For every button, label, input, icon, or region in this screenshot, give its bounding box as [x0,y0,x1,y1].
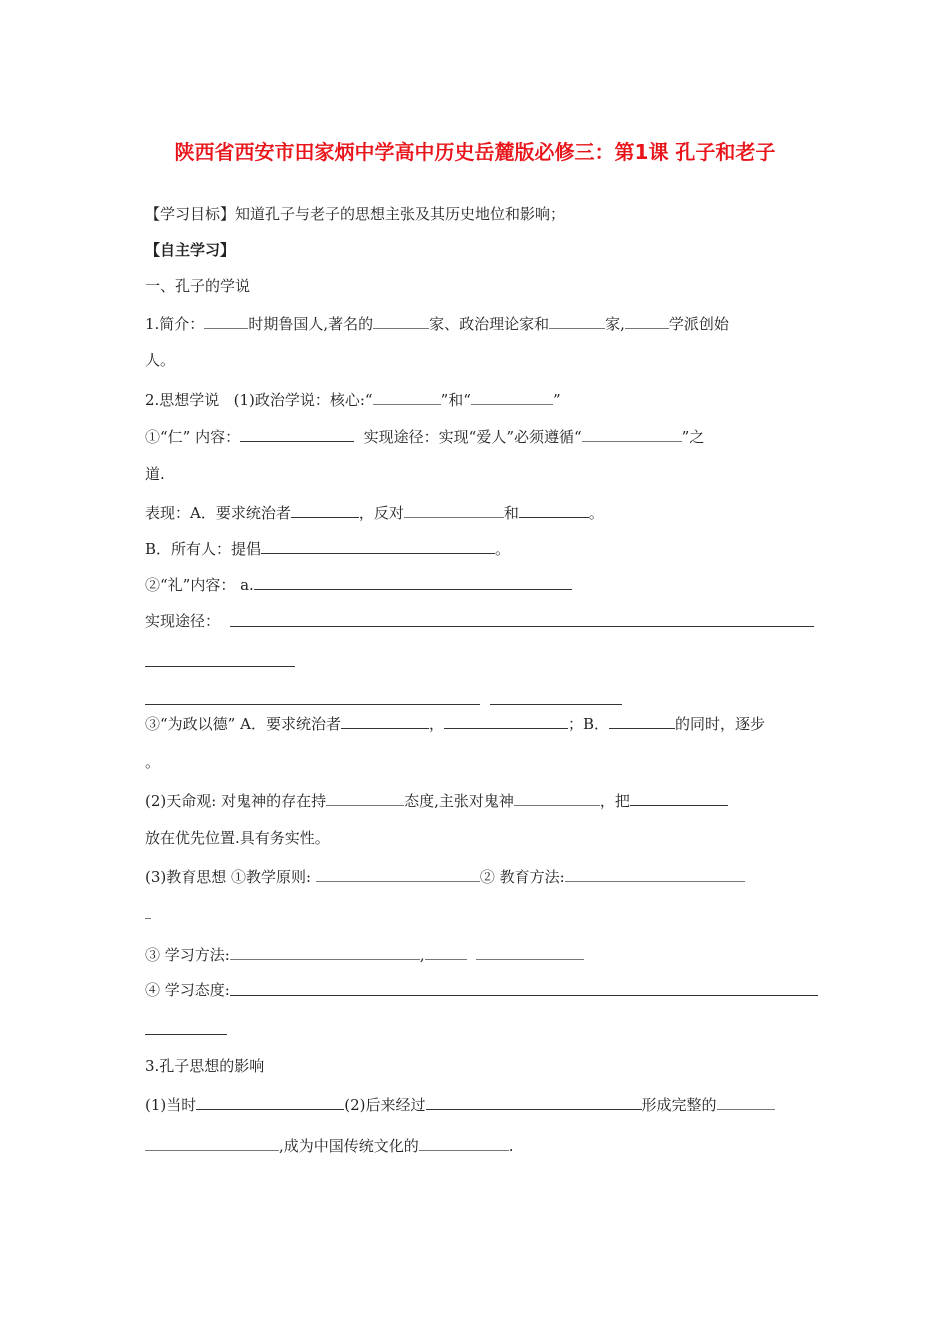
blank-li-path-2[interactable] [145,666,295,667]
intro-line [145,313,729,334]
blank-school[interactable] [625,313,669,329]
page-title: 陕西省西安市田家炳中学高中历史岳麓版必修三：第1课 孔子和老子 [174,140,776,164]
edu-p1: ② 教育方法: [479,868,565,886]
edu-label: (3)教育思想 ①教学原则: [145,868,312,886]
ren-label: ①“仁” 内容： [145,428,241,446]
blank-inf-4[interactable] [145,1135,279,1151]
intro-text-1: 时期鲁国人,著名的 [248,315,374,333]
intro-text-2: 家、政治理论家和 [429,315,550,333]
li-label: ②“礼”内容： a. [145,576,254,594]
weizheng-p3: 的同时，逐步 [675,715,766,733]
edu-line [145,866,745,887]
biaoxian-label: 表现：A．要求统治者 [145,504,291,522]
biaoxian-end: 。 [588,504,604,522]
politics-mid: ”和“ [440,391,471,409]
tianming-p1: 态度,主张对鬼神 [404,792,514,810]
biaoxian-p2: 和 [503,504,519,522]
blank-inf-1[interactable] [196,1094,344,1110]
b-label: B．所有人：提倡 [145,540,262,558]
biaoxian-line [145,502,604,523]
blank-li-path-3[interactable] [145,704,480,705]
blank-oppose-2[interactable] [519,502,589,518]
tianming-label: (2)天命观: 对鬼神的存在持 [145,792,327,810]
study-method-p1: , [419,946,425,964]
li-path-label: 实现途径： [145,612,221,630]
blank-sa-2[interactable] [145,1034,227,1035]
section1-heading: 一、孔子的学说 [145,277,251,295]
ren-cont: 道. [145,465,165,483]
intro-text-3: 家, [605,315,625,333]
blank-ruler[interactable] [291,502,359,518]
blank-advocate[interactable] [261,538,495,554]
blank-era[interactable] [204,313,248,329]
objective-line [145,204,565,224]
weizheng-p2: ；B． [567,715,609,733]
blank-sm-3[interactable] [476,944,584,960]
tianming-line [145,790,728,811]
study-method-label: ③ 学习方法: [145,946,230,964]
study-method-line [145,944,584,965]
blank-sa-1[interactable] [230,995,818,996]
blank-ren-content[interactable] [240,426,354,442]
objective-text: 知道孔子与老子的思想主张及其历史地位和影响； [235,205,566,223]
blank-li-content[interactable] [254,574,572,590]
intro-text-4: 学派创始 [668,315,729,333]
blank-edu-method[interactable] [565,866,745,882]
b-line [145,538,510,559]
blank-core-2[interactable] [471,389,553,405]
blank-edu-cont[interactable] [145,918,151,919]
blank-wz-3[interactable] [609,713,675,729]
blank-edu-principle[interactable] [316,866,480,882]
influence-line [145,1094,775,1115]
tianming-cont: 放在优先位置.具有务实性。 [145,829,330,847]
study-attitude-label: ④ 学习态度: [145,981,230,999]
influence-p0: (1)当时 [145,1096,197,1114]
weizheng-label: ③“为政以德” A．要求统治者 [145,715,341,733]
objective-label: 【学习目标】 [145,205,236,223]
blank-jia-2[interactable] [549,313,605,329]
blank-li-path-1[interactable] [230,626,814,627]
blank-core-1[interactable] [373,389,441,405]
weizheng-line [145,713,765,734]
influence-heading: 3.孔子思想的影响 [145,1057,265,1075]
li-path-line [145,611,220,631]
influence-p2: 形成完整的 [641,1096,717,1114]
politics-end: ” [552,391,561,409]
b-end: 。 [495,540,511,558]
blank-li-path-4[interactable] [490,704,622,705]
intro-label: 1.简介： [145,315,205,333]
blank-sm-2[interactable] [425,944,467,960]
influence-end: . [508,1137,514,1155]
self-study-heading: 【自主学习】 [145,241,236,259]
blank-ren-path[interactable] [582,426,682,442]
ren-path: 实现途径：实现“爱人”必须遵循“ [363,428,582,446]
blank-wz-1[interactable] [341,713,429,729]
ren-line [145,426,704,447]
politics-label: (1)政治学说：核心:“ [233,391,373,409]
blank-jia-1[interactable] [373,313,429,329]
tianming-p2: ，把 [599,792,630,810]
blank-wz-2[interactable] [444,713,568,729]
blank-oppose-1[interactable] [404,502,504,518]
ren-end: ”之 [681,428,705,446]
thought-line [145,389,561,410]
weizheng-p1: ， [428,715,444,733]
study-attitude-line [145,980,230,1000]
blank-tm-2[interactable] [514,790,600,806]
blank-inf-5[interactable] [419,1135,509,1151]
blank-sm-1[interactable] [230,944,420,960]
li-line [145,574,572,595]
influence-p3: ,成为中国传统文化的 [279,1137,419,1155]
blank-inf-3[interactable] [717,1094,775,1110]
influence-cont [145,1135,514,1156]
blank-tm-3[interactable] [630,790,728,806]
thought-label: 2.思想学说 [145,391,220,409]
influence-p1: (2)后来经过 [344,1096,426,1114]
blank-tm-1[interactable] [326,790,404,806]
biaoxian-p1: ，反对 [358,504,404,522]
weizheng-cont: 。 [145,753,161,771]
blank-inf-2[interactable] [426,1094,642,1110]
intro-cont: 人。 [145,351,176,369]
